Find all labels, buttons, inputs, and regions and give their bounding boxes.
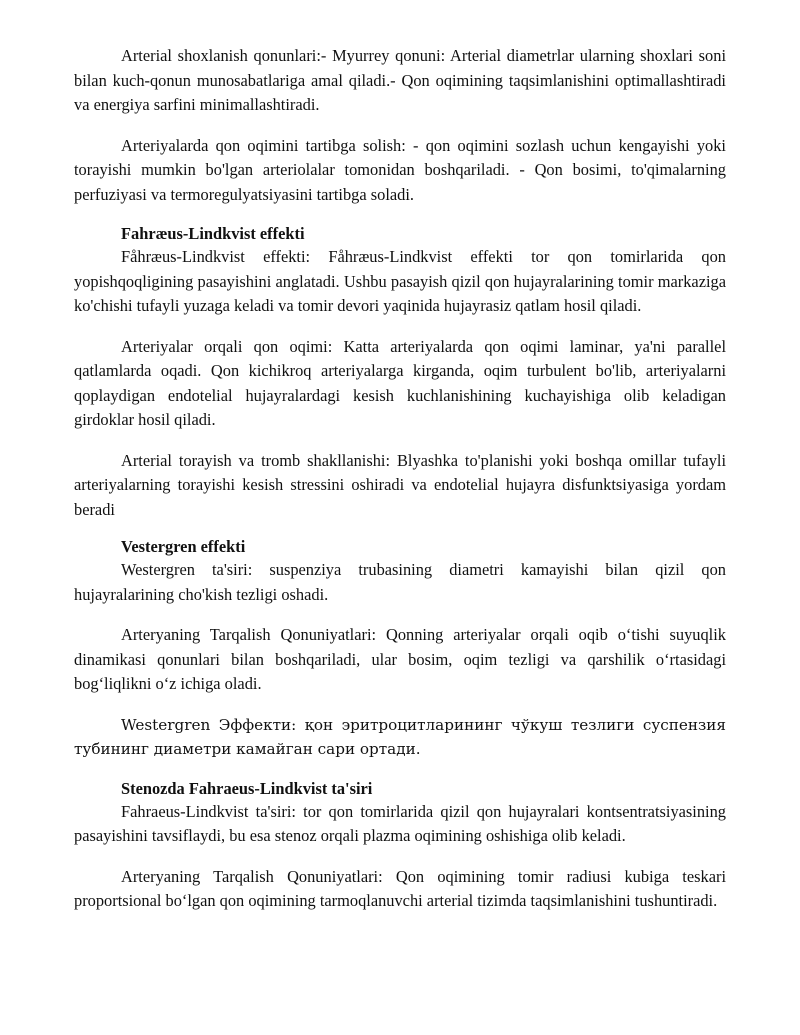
paragraph-arterial-distribution-laws: Arteryaning Tarqalish Qonuniyatlari: Qonning arteriyalar orqali oqib oʻtishi suyuqlik dinamikasi qonunlari bilan boshqariladi, ular bosim, oqim tezligi va qarshilik oʻrtasidagi bogʻliqlikni oʻz ichiga oladi. xyxy=(74,625,726,693)
document-page xyxy=(74,44,726,914)
paragraph-westergren-effect: Westergren ta'siri: suspenziya trubasining diametri kamayishi bilan qizil qon hujayralarining cho'kish tezligi oshadi. xyxy=(74,560,726,604)
heading-stenosis-fahraeus-lindkvist: Stenozda Fahraeus-Lindkvist ta'siri xyxy=(121,778,373,798)
paragraph-arterial-narrowing-thrombus: Arterial torayish va tromb shakllanishi: Blyashka to'planishi yoki boshqa omillar tufayli arteriyalarning torayishi kesish stressini oshiradi va endotelial hujayra disfunktsiyasiga yordam beradi xyxy=(74,450,726,519)
heading-vestergren: Vestergren effekti xyxy=(121,537,246,556)
paragraph-fahraeus-lindkvist-effect: Fåhræus-Lindkvist effekti: Fåhræus-Lindkvist effekti tor qon tomirlarida qon yopishqoqligining pasayishini anglatadi. Ushbu pasayish qizil qon hujayralarining tomir markaziga ko'chishi tufayli yuzaga keladi va tomir devori yaqinida hujayrasiz qatlam hosil qiladi. xyxy=(74,247,726,315)
paragraph-westergren-cyrillic: Westergren Эффекти: қон эритроцитларининг чўкуш тезлиги суспензия тубининг диаметри камайган сари ортади. xyxy=(74,715,726,758)
paragraph-blood-flow-regulation: Arteriyalarda qon oqimini tartibga solish: - qon oqimini sozlash uchun kengayishi yoki torayishi mumkin bo'lgan arteriolalar tomonidan boshqariladi. - Qon bosimi, to'qimalarning perfuziyasi va termoregulyatsiyasini tartibga soladi. xyxy=(74,135,726,204)
paragraph-fahraeus-lindkvist-stenosis: Fahraeus-Lindkvist ta'siri: tor qon tomirlarida qizil qon hujayralari kontsentratsiyasining pasayishini tavsiflaydi, bu esa stenoz orqali plazma oqimining oshishiga olib keladi. xyxy=(74,801,726,845)
heading-fahraeus-lindkvist: Fahræus-Lindkvist effekti xyxy=(121,224,305,243)
paragraph-arterial-branching-laws: Arterial shoxlanish qonunlari:- Myurrey qonuni: Arterial diametrlar ularning shoxlari soni bilan kuch-qonun munosabatlariga amal qiladi.- Qon oqimining taqsimlanishini optimallashtiradi va energiya sarfini minimallashtiradi. xyxy=(74,46,726,114)
paragraph-blood-flow-through-arteries: Arteriyalar orqali qon oqimi: Katta arteriyalarda qon oqimi laminar, ya'ni parallel qatlamlarda oqadi. Qon kichikroq arteriyalarga kirganda, oqim turbulent bo'lib, arteriyalarni qoplaydigan endotelial hujayralardagi kesish kuchlanishining kuchayishiga olib keladigan girdoklar hosil qiladi. xyxy=(74,336,726,429)
paragraph-arterial-distribution-radius: Arteryaning Tarqalish Qonuniyatlari: Qon oqimining tomir radiusi kubiga teskari proportsional boʻlgan qon oqimining tarmoqlanuvchi arterial tizimda taqsimlanishini tushuntiradi. xyxy=(74,866,726,910)
